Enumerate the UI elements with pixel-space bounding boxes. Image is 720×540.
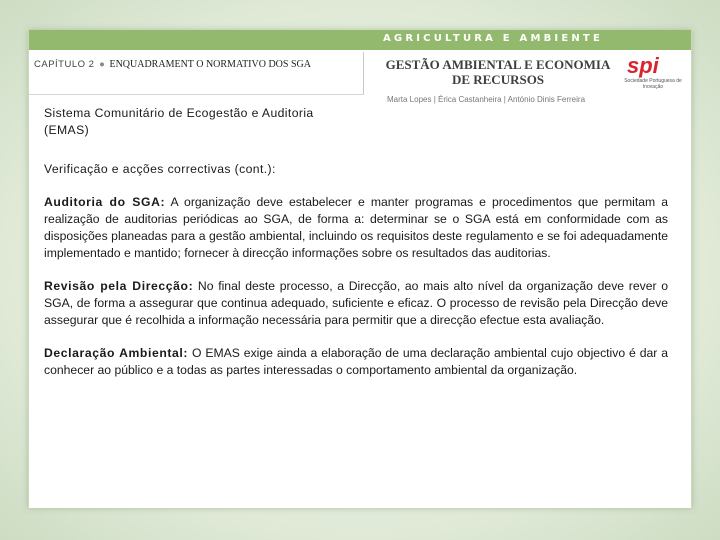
chapter-underline <box>29 94 364 95</box>
course-title <box>383 57 613 87</box>
logo-mark-text: spi <box>627 54 659 78</box>
header-banner <box>29 30 691 50</box>
chapter-label: CAPÍTULO 2 <box>34 59 95 70</box>
chapter-heading <box>34 59 311 70</box>
slide-content <box>44 105 668 379</box>
paragraph-revisao <box>44 278 668 329</box>
chapter-title: ENQUADRAMENT O NORMATIVO DOS SGA <box>109 59 311 70</box>
spi-logo <box>617 54 689 90</box>
bullet-separator-icon: ● <box>99 59 105 70</box>
section-subtitle: Verificação e acções correctivas (cont.): <box>44 162 276 176</box>
paragraph-declaracao <box>44 345 668 379</box>
paragraph-term: Auditoria do SGA: <box>44 195 166 209</box>
banner-text: AGRICULTURA E AMBIENTE <box>382 33 603 44</box>
course-title-line2: DE RECURSOS <box>451 72 545 87</box>
paragraph-term: Revisão pela Direcção: <box>44 279 194 293</box>
authors: Marta Lopes | Érica Castanheira | António Dinis Ferreira <box>387 95 586 104</box>
logo-caption: Sociedade Portuguesa de Inovação <box>624 78 682 90</box>
header-divider <box>363 52 364 94</box>
spi-logo-mark-icon <box>623 54 683 78</box>
paragraph-text: No final deste processo, a Direcção, ao mais alto nível da organização deve rever o SGA, de forma a assegurar que continua adequado, suficiente e eficaz. O processo de revisão pela Direcção deve assegurar que é recolhida a informação necessária para permitir que a direcção efectue esta avaliação. <box>44 279 668 327</box>
paragraph-text: A organização deve estabelecer e manter programas e procedimentos que permitam a realização de auditorias periódicas ao SGA, de forma a: determinar se o SGA está em conformidade com as disposições planeadas para a gestão ambiental, incluindo os requisitos deste regulamento e se foi adequadamente implementado e mantido; fornecer à direcção informações sobre os resultados das auditorias. <box>44 195 668 260</box>
paragraph-text: O EMAS exige ainda a elaboração de uma declaração ambiental cujo objectivo é dar a conhecer ao público e a todas as partes interessadas o comportamento ambiental da organização. <box>44 346 668 377</box>
section-title: Sistema Comunitário de Ecogestão e Auditoria (EMAS) <box>44 106 314 137</box>
slide <box>28 30 692 508</box>
course-title-line1: GESTÃO AMBIENTAL E ECONOMIA <box>385 57 611 72</box>
paragraph-auditoria <box>44 194 668 262</box>
paragraph-term: Declaração Ambiental: <box>44 346 189 360</box>
